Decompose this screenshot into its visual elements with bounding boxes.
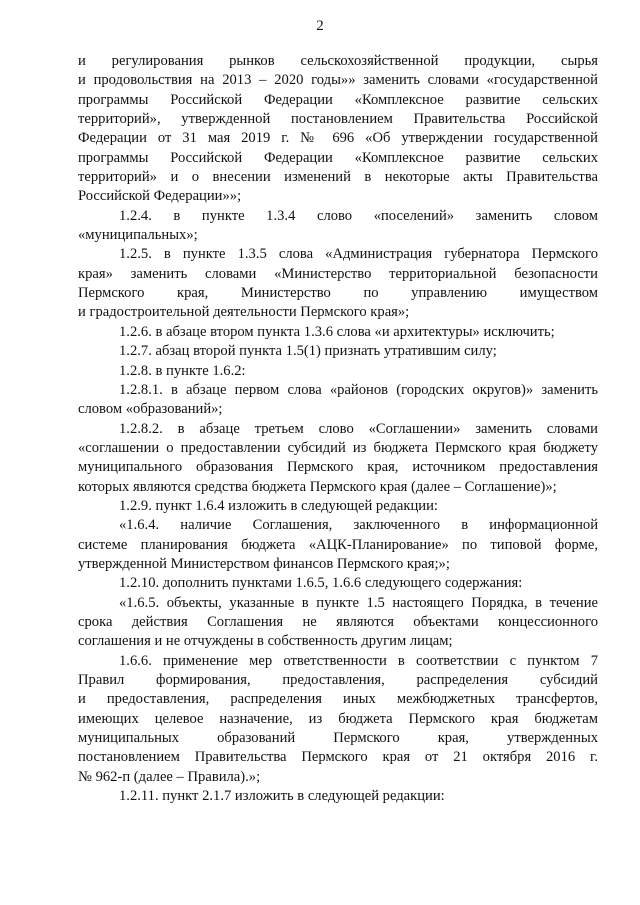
text-line: территорий» и о внесении изменений в некоторые акты Правительства [78,169,598,186]
text-line: Российской Федерации»»; [78,188,242,205]
text-line: системе планирования бюджета «АЦК-Планирование» по типовой форме, [78,536,598,553]
text-line: Правил формирования, предоставления, распределения субсидий [78,672,598,688]
text-line: срока действия Соглашения не являются объектами концессионного [78,613,598,630]
text-line: 1.2.4. в пункте 1.3.4 слово «поселений» заменить словом [119,207,598,224]
text-line: Федерации от 31 мая 2019 г. № 696 «Об утверждении государственной [78,130,598,147]
text-line: «1.6.5. объекты, указанные в пункте 1.5 настоящего Порядка, в течение [119,594,598,611]
text-line: муниципального образования Пермского края, источником предоставления [78,459,598,476]
text-line: 1.2.11. пункт 2.1.7 изложить в следующей редакции: [119,788,445,805]
text-line: № 962-п (далее – Правила).»; [78,768,261,785]
text-line: территорий», утвержденной постановлением Правительства Российской [78,111,598,128]
text-line: утвержденной Министерством финансов Пермского края;»; [78,555,450,572]
text-line: 1.2.8.2. в абзаце третьем слово «Соглашении» заменить словами [119,420,598,437]
text-line: 1.6.6. применение мер ответственности в соответствии с пунктом 7 [119,652,598,669]
text-line: программы Российской Федерации «Комплексное развитие сельских [78,91,598,108]
text-line: 1.2.5. в пункте 1.3.5 слова «Администрация губернатора Пермского [119,246,598,263]
text-line: и продовольствия на 2013 – 2020 годы»» заменить словами «государственной [78,72,598,89]
text-line: и предоставления, распределения иных межбюджетных трансфертов, [78,691,598,708]
text-line: 1.2.6. в абзаце втором пункта 1.3.6 слова «и архитектуры» исключить; [119,323,555,340]
text-line: 1.2.7. абзац второй пункта 1.5(1) признать утратившим силу; [119,343,497,360]
text-line: «1.6.4. наличие Соглашения, заключенного в информационной [119,517,598,534]
text-line: и градостроительной деятельности Пермского края»; [78,304,410,321]
text-line: программы Российской Федерации «Комплексное развитие сельских [78,149,598,166]
text-line: «соглашении о предоставлении субсидий из бюджета Пермского края бюджету [78,439,598,456]
text-line: и регулирования рынков сельскохозяйственной продукции, сырья [78,53,598,69]
text-line: Пермского края, Министерство по управлению имуществом [78,285,598,302]
text-line: 1.2.10. дополнить пунктами 1.6.5, 1.6.6 следующего содержания: [119,575,523,592]
text-line: словом «образований»; [78,401,223,418]
text-line: края» заменить словами «Министерство территориальной безопасности [78,265,598,282]
text-line: имеющих целевое назначение, из бюджета Пермского края бюджетам [78,710,598,727]
page-number: 2 [316,18,324,34]
text-line: соглашения и не отчуждены в собственность другим лицам; [78,633,453,650]
document-body [78,52,598,806]
text-line: 1.2.8.1. в абзаце первом слова «районов (городских округов)» заменить [119,381,598,398]
text-line: 1.2.8. в пункте 1.6.2: [119,362,246,379]
text-line: 1.2.9. пункт 1.6.4 изложить в следующей редакции: [119,497,438,514]
text-line: постановлением Правительства Пермского края от 21 октября 2016 г. [78,749,598,766]
text-line: которых являются средства бюджета Пермского края (далее – Соглашение)»; [78,478,557,495]
text-line: «муниципальных»; [78,227,198,244]
text-line: муниципальных образований Пермского края, утвержденных [78,730,598,747]
